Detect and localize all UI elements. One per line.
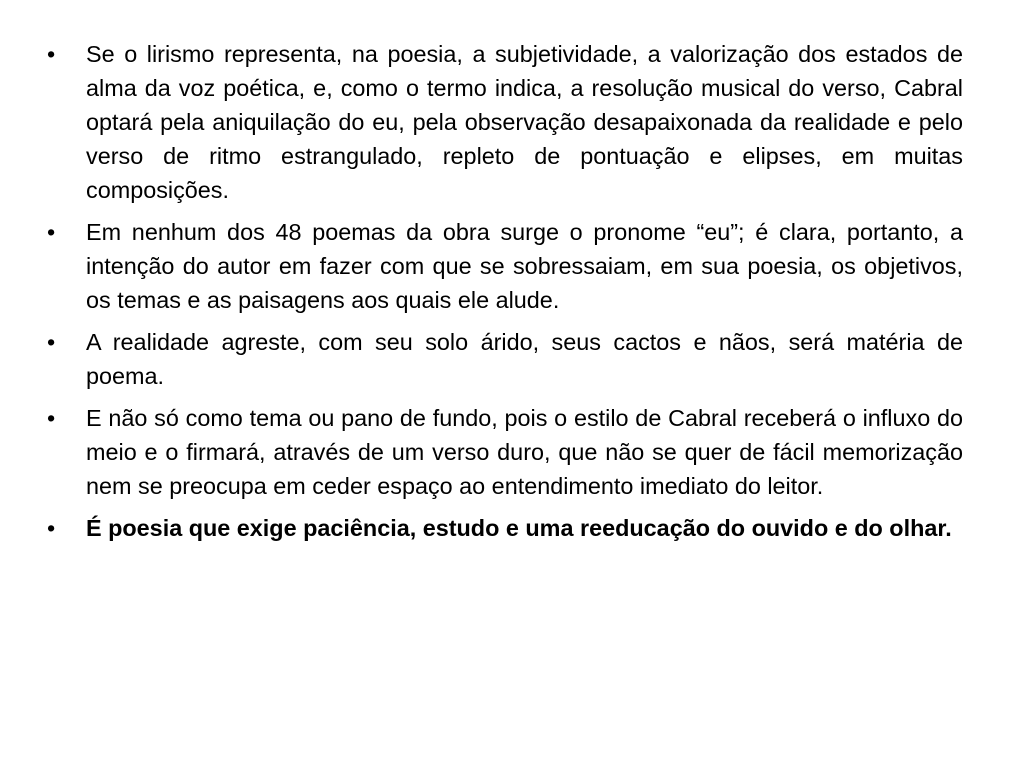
bullet-marker: • [47,41,56,67]
bullet-text: Se o lirismo representa, na poesia, a subjetividade, a valorização dos estados de alma da voz poética, e, como o termo indica, a resolução musical do verso, Cabral optará pela aniquilação do eu, pela observação desapaixonada da realidade e pelo verso de ritmo estrangulado, repleto de pontuação e elipses, em muitas composições. [86,41,963,203]
bullet-list [47,37,963,545]
bullet-text: Em nenhum dos 48 poemas da obra surge o pronome “eu”; é clara, portanto, a intenção do autor em fazer com que se sobressaiam, em sua poesia, os objetivos, os temas e as paisagens aos quais ele alude. [86,219,963,313]
bullet-item-5 [47,511,963,545]
bullet-text: E não só como tema ou pano de fundo, pois o estilo de Cabral receberá o influxo do meio e o firmará, através de um verso duro, que não se quer de fácil memorização nem se preocupa em ceder espaço ao entendimento imediato do leitor. [86,405,963,499]
bullet-item-4 [47,401,963,503]
bullet-item-1 [47,37,963,207]
bullet-item-2 [47,215,963,317]
bullet-text: A realidade agreste, com seu solo árido, seus cactos e nãos, será matéria de poema. [86,329,963,389]
bullet-marker: • [47,329,56,355]
bullet-text: É poesia que exige paciência, estudo e uma reeducação do ouvido e do olhar. [86,515,952,541]
bullet-marker: • [47,219,56,245]
bullet-marker: • [47,405,56,431]
bullet-item-3 [47,325,963,393]
bullet-marker: • [47,515,56,541]
